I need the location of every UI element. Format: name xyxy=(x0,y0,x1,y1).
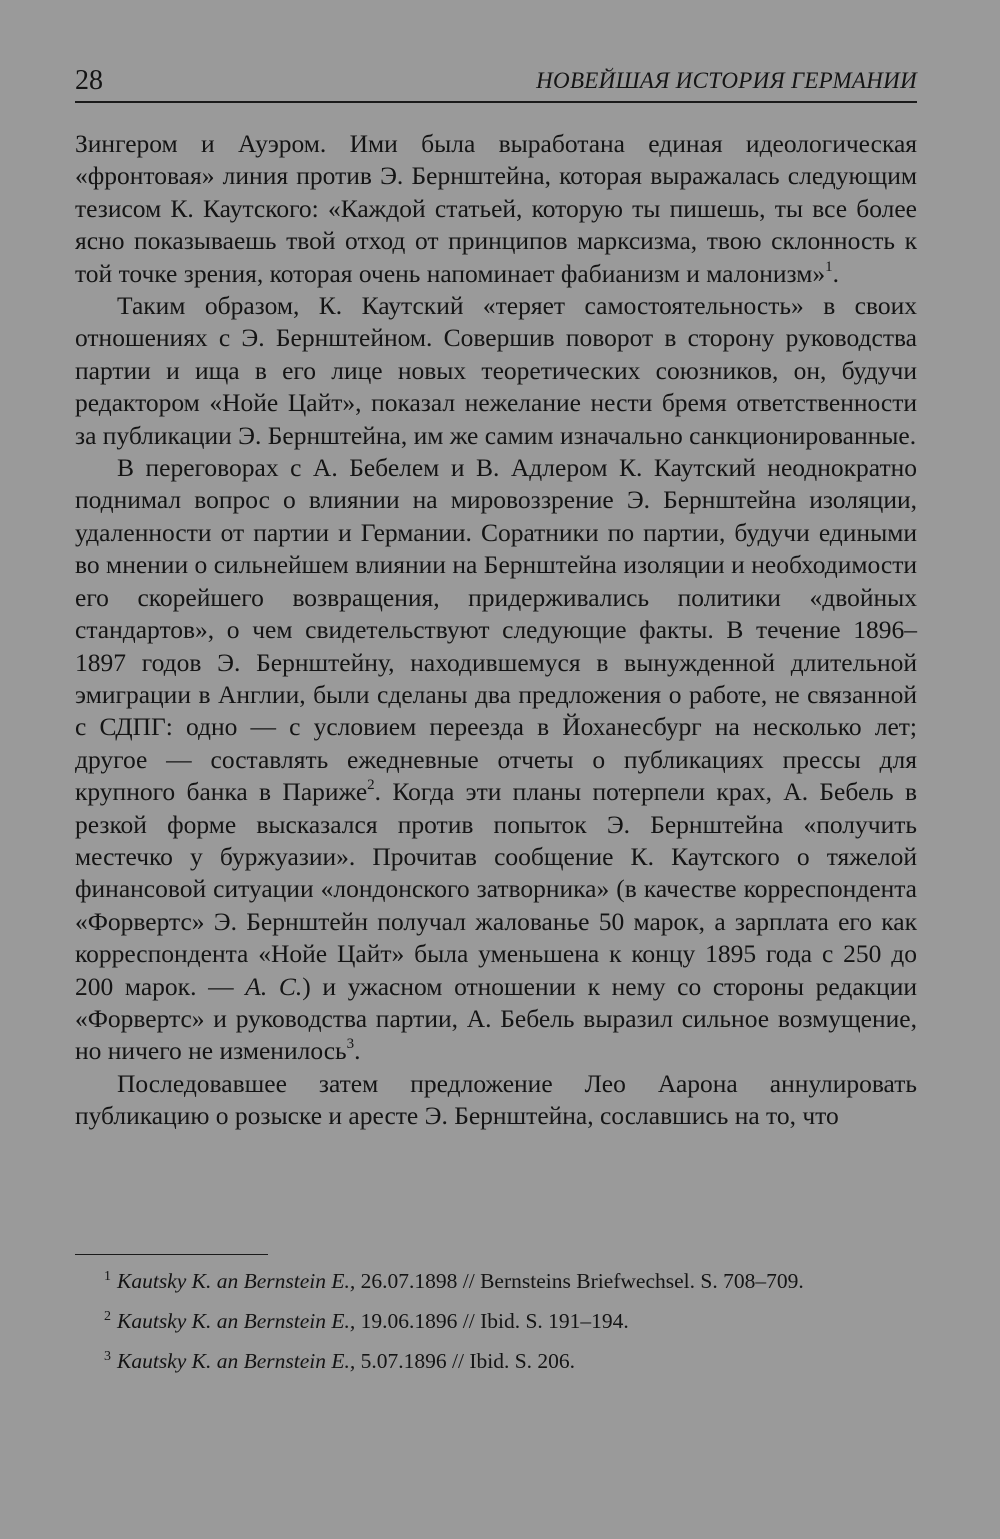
footnote-separator xyxy=(75,1254,268,1255)
paragraph xyxy=(75,1068,917,1133)
paragraph xyxy=(75,128,917,290)
paragraph-text: Последовавшее затем предложение Лео Аарона аннулировать публикацию о розыске и аресте Э. Бернштейна, сославшись на то, что xyxy=(75,1068,917,1131)
paragraph-tail: . xyxy=(832,258,839,288)
footnote-ref: 3 xyxy=(346,1036,355,1053)
header-rule xyxy=(75,101,917,103)
footnote-ref: 1 xyxy=(825,258,833,275)
paragraph-text: ) и ужасном отношении к нему со стороны редакции «Форвертс» и руководства партии, А. Бебель выразил сильное возмущение, но ничего не изменилось xyxy=(75,971,918,1066)
paragraph-tail: . xyxy=(354,1036,361,1066)
paragraph-text: . Когда эти планы потерпели крах, А. Бебель в резкой форме высказался против попыток Э. Бернштейна «получить местечко у буржуазии». Прочитав сообщение К. Каутского о тяжелой финансовой ситуации «лондонского затворника» (в качестве корреспондента «Форвертс» Э. Бернштейн получал жалованье 50 марок, а зарплата его как корреспондента «Нойе Цайт» была уменьшена к концу 1895 года с 250 до 200 марок. — xyxy=(75,777,918,1001)
footnote xyxy=(75,1346,917,1376)
paragraph-text: Таким образом, К. Каутский «теряет самостоятельность» в своих отношениях с Э. Бернштейном. Совершив поворот в сторону руководства партии и ища в его лице новых теоретических союзников, он, будучи редактором «Нойе Цайт», показал нежелание нести бремя ответственности за публикации Э. Бернштейна, им же самим изначально санкционированные. xyxy=(75,291,917,450)
footnote-text: 26.07.1898 // Bernsteins Briefwechsel. S. 708–709. xyxy=(355,1269,804,1293)
page-header xyxy=(75,62,917,100)
footnote-text: 5.07.1896 // Ibid. S. 206. xyxy=(355,1349,576,1373)
paragraph-text: Зингером и Ауэром. Ими была выработана единая идеологическая «фронтовая» линия против Э. Бернштейна, которая выражалась следующим тезисом К. Каутского: «Каждой статьей, которую ты пишешь, ты все более ясно показываешь твой отход от принципов марксизма, твою склонность к той точке зрения, которая очень напоминает фабианизм и малонизм» xyxy=(75,129,917,288)
footnote xyxy=(75,1306,917,1336)
footnote-author: Kautsky K. an Bernstein E., xyxy=(117,1309,356,1333)
page-number: 28 xyxy=(75,65,103,96)
footnote-ref: 2 xyxy=(367,777,375,794)
footnotes xyxy=(75,1266,917,1386)
paragraph-text: В переговорах с А. Бебелем и В. Адлером К. Каутский неоднократно поднимал вопрос о влиянии на мировоззрение Э. Бернштейна изоляции, удаленности от партии и Германии. Соратники по партии, будучи едиными во мнении о сильнейшем влиянии на Бернштейна изоляции и необходимости его скорейшего возвращения, придерживались политики «двойных стандартов», о чем свидетельствуют следующие факты. В течение 1896–1897 годов Э. Бернштейну, находившемуся в вынужденной длительной эмиграции в Англии, были сделаны два предложения о работе, не связанной с СДПГ: одно — с условием переезда в Йоханесбург на несколько лет; другое — составлять ежедневные отчеты о публикациях прессы для крупного банка в Париже xyxy=(75,453,917,807)
main-text xyxy=(75,128,917,1133)
running-title: НОВЕЙШАЯ ИСТОРИЯ ГЕРМАНИИ xyxy=(536,68,917,93)
footnote-text: 19.06.1896 // Ibid. S. 191–194. xyxy=(355,1309,629,1333)
paragraph xyxy=(75,452,917,1068)
author-initials: А. С. xyxy=(245,971,303,1001)
footnote xyxy=(75,1266,917,1296)
footnote-author: Kautsky K. an Bernstein E., xyxy=(117,1269,356,1293)
footnote-number: 1 xyxy=(104,1269,111,1284)
footnote-number: 2 xyxy=(104,1309,111,1324)
paragraph xyxy=(75,290,917,452)
footnote-author: Kautsky K. an Bernstein E., xyxy=(117,1349,356,1373)
footnote-number: 3 xyxy=(104,1349,111,1364)
